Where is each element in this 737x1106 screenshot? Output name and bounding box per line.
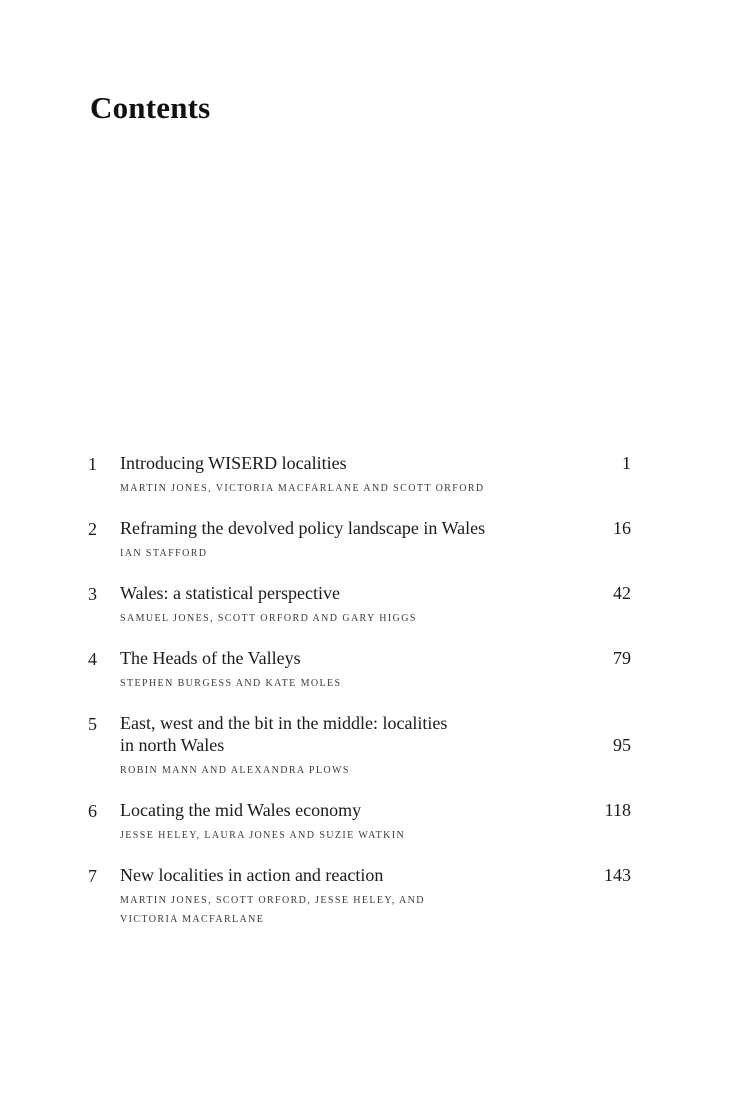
toc-entry[interactable]: [0, 647, 737, 712]
chapter-authors: IAN STAFFORD: [120, 548, 208, 559]
chapter-page-number: 143: [604, 865, 631, 885]
chapter-title[interactable]: Introducing WISERD localities: [120, 453, 347, 473]
chapter-authors: JESSE HELEY, LAURA JONES AND SUZIE WATKIN: [120, 830, 406, 841]
chapter-title[interactable]: Wales: a statistical perspective: [120, 583, 340, 603]
chapter-number: 6: [88, 801, 97, 821]
chapter-number: 3: [88, 584, 97, 604]
toc-entry[interactable]: [0, 582, 737, 647]
table-of-contents: [0, 452, 737, 934]
toc-entry[interactable]: [0, 452, 737, 517]
toc-entry[interactable]: [0, 799, 737, 864]
toc-entry[interactable]: [0, 517, 737, 582]
chapter-title[interactable]: New localities in action and reaction: [120, 865, 384, 885]
chapter-number: 5: [88, 714, 97, 734]
chapter-title[interactable]: East, west and the bit in the middle: localities in north Wales: [120, 713, 448, 755]
chapter-page-number: 16: [613, 518, 631, 538]
chapter-page-number: 118: [604, 800, 631, 820]
chapter-authors: STEPHEN BURGESS AND KATE MOLES: [120, 678, 342, 689]
toc-entry[interactable]: [0, 864, 737, 934]
chapter-title[interactable]: The Heads of the Valleys: [120, 648, 301, 668]
chapter-page-number: 42: [613, 583, 631, 603]
chapter-number: 7: [88, 866, 97, 886]
chapter-number: 2: [88, 519, 97, 539]
chapter-number: 1: [88, 454, 97, 474]
chapter-page-number: 79: [613, 648, 631, 668]
chapter-page-number: 1: [622, 453, 631, 473]
chapter-authors: MARTIN JONES, SCOTT ORFORD, JESSE HELEY, AND VICTORIA MACFARLANE: [120, 895, 425, 925]
chapter-title[interactable]: Locating the mid Wales economy: [120, 800, 362, 820]
toc-entry[interactable]: [0, 712, 737, 799]
chapter-page-number: 95: [613, 735, 631, 755]
chapter-title[interactable]: Reframing the devolved policy landscape in Wales: [120, 518, 486, 538]
chapter-authors: ROBIN MANN AND ALEXANDRA PLOWS: [120, 765, 350, 776]
page-title: Contents: [90, 90, 211, 125]
chapter-authors: MARTIN JONES, VICTORIA MACFARLANE AND SCOTT ORFORD: [120, 483, 485, 494]
chapter-number: 4: [88, 649, 97, 669]
chapter-authors: SAMUEL JONES, SCOTT ORFORD AND GARY HIGGS: [120, 613, 417, 624]
